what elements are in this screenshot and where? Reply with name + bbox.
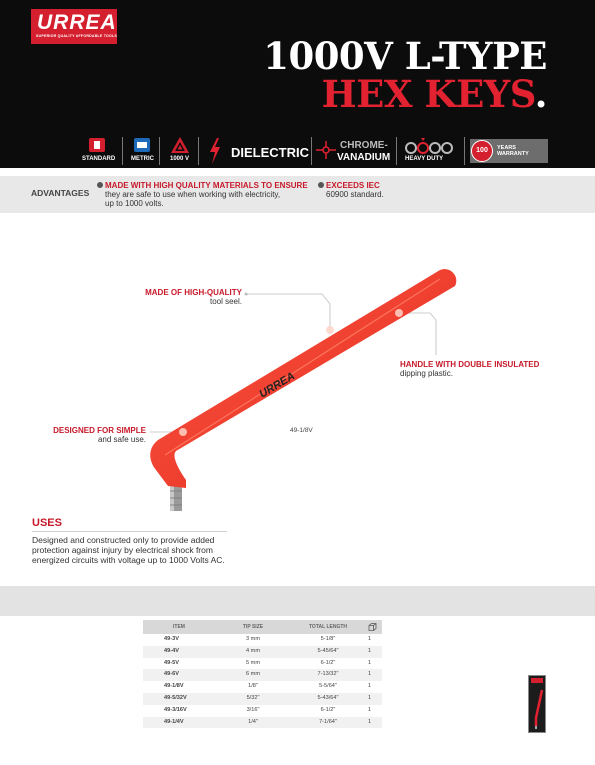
cell-item: 49-5V — [164, 659, 179, 666]
cell-qty: 1 — [368, 659, 372, 666]
table-row — [143, 681, 382, 693]
table-row — [143, 646, 382, 658]
cell-tip: 3 mm — [246, 636, 260, 642]
cell-tip: 5 mm — [246, 659, 260, 666]
bullet-icon — [318, 182, 324, 188]
feature-divider — [159, 137, 160, 165]
bullet-icon — [97, 182, 103, 188]
header-total-length: TOTAL LENGTH — [308, 624, 348, 630]
feature-vanadium-label: VANADIUM — [337, 152, 391, 163]
cell-tip: 5/32" — [246, 694, 260, 701]
cell-tip: 3/16" — [246, 706, 260, 713]
advantages-label: ADVANTAGES — [31, 188, 90, 198]
package-logo — [531, 678, 543, 683]
uses-body: Designed and constructed only to provide added protection against injury by electrical shock from energized circuits with voltage up to 1000 Volts AC. — [32, 535, 225, 565]
callout-design — [53, 426, 146, 444]
feature-divider — [464, 137, 465, 165]
callout-handle-body: dipping plastic. — [400, 369, 453, 378]
cell-qty: 1 — [368, 647, 372, 654]
table-row — [143, 658, 382, 670]
table-row — [143, 693, 382, 705]
heavy-duty-icon — [402, 137, 458, 155]
advantage-head: EXCEEDS IEC — [326, 181, 380, 190]
title-line-1: 1000V L-TYPE — [263, 34, 547, 78]
cell-qty: 1 — [368, 718, 372, 725]
cell-item: 49-5/32V — [164, 694, 187, 701]
table-row — [143, 669, 382, 681]
feature-dielectric-label: DIELECTRIC — [231, 145, 309, 160]
handle-brand-print: URREA — [257, 370, 298, 401]
spec-band — [0, 586, 595, 616]
table-header-row — [143, 620, 382, 634]
table-row — [143, 717, 382, 729]
advantage-head: MADE WITH HIGH QUALITY MATERIALS TO ENSURE — [105, 181, 308, 190]
feature-metric-label: METRIC — [131, 156, 154, 162]
advantage-body: 60900 standard. — [326, 190, 384, 199]
cell-item: 49-6V — [164, 671, 179, 678]
metric-icon — [134, 138, 150, 152]
advantage-item — [105, 181, 315, 208]
advantage-body: they are safe to use when working with electricity, — [105, 190, 281, 199]
cell-length: 6-1/2" — [320, 659, 336, 666]
feature-standard-label: STANDARD — [82, 156, 116, 162]
title-dot: . — [534, 72, 547, 116]
hex-tip — [170, 484, 182, 511]
feature-divider — [198, 137, 199, 165]
header-band — [0, 0, 595, 168]
cell-qty: 1 — [368, 706, 372, 713]
cell-item: 49-1/4V — [164, 718, 184, 725]
cell-qty: 1 — [368, 694, 372, 701]
table-row — [143, 634, 382, 646]
callout-handle-head: HANDLE WITH DOUBLE INSULATED — [400, 360, 540, 369]
logo-tagline: SUPERIOR QUALITY AFFORDABLE TOOLS — [36, 34, 118, 38]
advantage-body: up to 1000 volts. — [105, 199, 164, 208]
spec-table — [143, 620, 382, 728]
cell-length: 7-1/64" — [319, 718, 337, 725]
cell-length: 5-45/64" — [317, 647, 339, 654]
header-tip-size: TIP SIZE — [242, 624, 264, 630]
cell-item: 49-3V — [164, 636, 179, 642]
cell-tip: 1/8" — [248, 683, 258, 690]
title-line-2 — [322, 72, 547, 116]
feature-heavy-duty-label: HEAVY DUTY — [405, 156, 444, 162]
cell-tip: 4 mm — [246, 647, 260, 654]
table-row — [143, 705, 382, 717]
logo-wordmark: URREA — [37, 11, 117, 34]
cell-length: 5-43/64" — [317, 694, 339, 701]
callout-design-head: DESIGNED FOR SIMPLE — [53, 426, 146, 435]
warranty-text — [497, 145, 545, 157]
title-line-2-text: HEX KEYS — [321, 72, 535, 116]
package-thumbnail — [528, 675, 546, 733]
cell-item: 49-4V — [164, 647, 179, 654]
cell-length: 7-13/32" — [317, 671, 339, 678]
cell-qty: 1 — [368, 683, 372, 690]
cell-length: 6-1/2" — [320, 706, 336, 713]
cell-tip: 1/4" — [248, 718, 258, 725]
uses-title: USES — [32, 517, 62, 529]
package-hex-key-image — [531, 686, 545, 730]
callout-handle — [400, 360, 539, 378]
lightning-icon — [208, 138, 222, 164]
feature-divider — [122, 137, 123, 165]
warranty-label: WARRANTY — [497, 151, 529, 157]
cell-length: 5-5/64" — [319, 683, 337, 690]
cell-item: 49-1/8V — [164, 683, 184, 690]
callout-design-body: and safe use. — [97, 435, 146, 444]
feature-divider — [396, 137, 397, 165]
molecule-icon — [315, 140, 337, 160]
header-item: ITEM — [173, 624, 185, 630]
cell-qty: 1 — [368, 671, 372, 678]
feature-divider — [311, 137, 312, 165]
cell-tip: 6 mm — [246, 671, 260, 678]
uses-divider — [32, 531, 227, 532]
cell-length: 5-1/8" — [320, 636, 336, 642]
warranty-number: 100 — [471, 140, 493, 162]
product-code-label: 49-1/8V — [290, 427, 313, 434]
cell-item: 49-3/16V — [164, 706, 187, 713]
advantage-item — [326, 181, 446, 199]
warranty-badge — [470, 139, 548, 163]
warranty-years: YEARS — [497, 145, 516, 151]
callout-material-body: tool seel. — [209, 297, 242, 306]
callout-material — [145, 288, 242, 306]
cell-qty: 1 — [368, 636, 372, 642]
feature-chrome-label: CHROME- — [340, 140, 388, 151]
feature-1000v-label: 1000 V — [170, 156, 190, 162]
callout-material-head: MADE OF HIGH-QUALITY — [145, 288, 242, 297]
standard-icon — [89, 138, 105, 152]
urrea-logo — [31, 9, 117, 44]
1000v-warning-icon — [170, 136, 190, 154]
